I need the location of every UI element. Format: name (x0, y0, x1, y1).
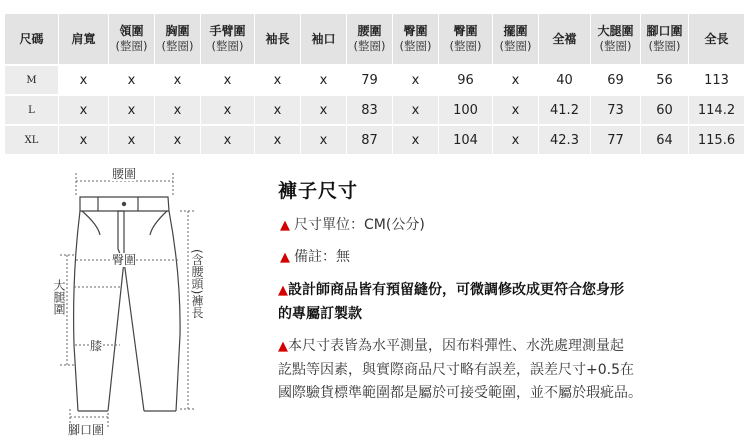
column-header: 全長 (689, 14, 745, 66)
table-cell: 69 (591, 66, 641, 94)
hem-label: 腳口圍 (68, 423, 105, 437)
waist-label: 腰圍 (112, 167, 137, 181)
table-cell: x (155, 94, 201, 124)
table-cell: 114.2 (689, 94, 745, 124)
table-cell: x (255, 66, 301, 94)
remark-note: ▲ 備註：無 (280, 249, 350, 265)
table-cell: x (59, 124, 109, 154)
table-cell: x (109, 66, 155, 94)
size-label: XL (5, 124, 59, 154)
column-header: 腳口圍 (整圈) (641, 14, 689, 66)
table-cell: x (393, 94, 439, 124)
column-header: 臀圍 (整圈) (439, 14, 493, 66)
table-cell: x (201, 124, 255, 154)
table-cell: 79 (347, 66, 393, 94)
table-cell: 115.6 (689, 124, 745, 154)
table-header-row (5, 14, 745, 66)
column-header: 手臂圍 (整圈) (201, 14, 255, 66)
column-header: 袖口 (301, 14, 347, 66)
table-cell: 83 (347, 94, 393, 124)
table-cell: x (301, 124, 347, 154)
table-cell: x (301, 94, 347, 124)
table-row (5, 66, 745, 94)
table-row (5, 124, 745, 154)
column-header: 全襠 (539, 14, 591, 66)
table-cell: 40 (539, 66, 591, 94)
size-table (5, 14, 745, 154)
knee-label: 膝 (90, 339, 103, 353)
column-header: 腰圍 (整圈) (347, 14, 393, 66)
design-note-line2: 的專屬訂製款 (278, 306, 362, 322)
table-row (5, 94, 745, 124)
table-cell: 64 (641, 124, 689, 154)
length-label: (含腰頭)褲長 (190, 249, 204, 319)
disclaimer-line3: 國際驗貨標準範圍都是屬於可接受範圍，並不屬於瑕疵品。 (278, 385, 642, 401)
pants-outline (38, 165, 238, 440)
column-header: 領圍 (整圈) (109, 14, 155, 66)
table-cell: x (155, 66, 201, 94)
column-header: 尺碼 (5, 14, 59, 66)
column-header: 大腿圍 (整圈) (591, 14, 641, 66)
table-cell: x (493, 94, 539, 124)
table-cell: x (109, 124, 155, 154)
table-cell: 41.2 (539, 94, 591, 124)
table-cell: x (59, 94, 109, 124)
table-cell: x (301, 66, 347, 94)
disclaimer-line1: ▲本尺寸表皆為水平測量，因布料彈性、水洗處理測量起 (278, 338, 624, 354)
column-header: 胸圍 (整圈) (155, 14, 201, 66)
triangle-marker-icon: ▲ (278, 283, 288, 298)
table-cell: x (255, 124, 301, 154)
size-notes (278, 176, 738, 403)
table-cell: 87 (347, 124, 393, 154)
unit-note: ▲ 尺寸單位：CM(公分) (280, 217, 425, 233)
table-cell: 113 (689, 66, 745, 94)
table-cell: x (155, 124, 201, 154)
table-cell: 77 (591, 124, 641, 154)
table-cell: 56 (641, 66, 689, 94)
design-note-line1: ▲設計師商品皆有預留縫份，可微調修改成更符合您身形 (278, 282, 624, 298)
table-cell: x (59, 66, 109, 94)
triangle-marker-icon: ▲ (280, 250, 290, 265)
table-cell: x (109, 94, 155, 124)
thigh-label: 大腿圍 (52, 279, 66, 315)
table-cell: x (493, 66, 539, 94)
disclaimer-line2: 訖點等因素，與實際商品尺寸略有誤差，誤差尺寸+0.5在 (278, 362, 634, 378)
column-header: 袖長 (255, 14, 301, 66)
hip-label: 臀圍 (112, 253, 137, 267)
table-cell: 60 (641, 94, 689, 124)
column-header: 擺圍 (整圈) (493, 14, 539, 66)
table-cell: 42.3 (539, 124, 591, 154)
size-label: L (5, 94, 59, 124)
table-cell: 96 (439, 66, 493, 94)
table-cell: x (201, 94, 255, 124)
table-cell: x (393, 66, 439, 94)
section-title: 褲子尺寸 (278, 180, 359, 202)
size-label: M (5, 66, 59, 94)
pants-diagram (38, 165, 238, 440)
table-cell: 104 (439, 124, 493, 154)
table-cell: x (493, 124, 539, 154)
triangle-marker-icon: ▲ (280, 218, 290, 233)
table-cell: x (201, 66, 255, 94)
table-cell: 100 (439, 94, 493, 124)
column-header: 肩寬 (59, 14, 109, 66)
table-cell: 73 (591, 94, 641, 124)
triangle-marker-icon: ▲ (278, 339, 288, 354)
table-cell: x (393, 124, 439, 154)
table-cell: x (255, 94, 301, 124)
column-header: 臀圍 (整圈) (393, 14, 439, 66)
